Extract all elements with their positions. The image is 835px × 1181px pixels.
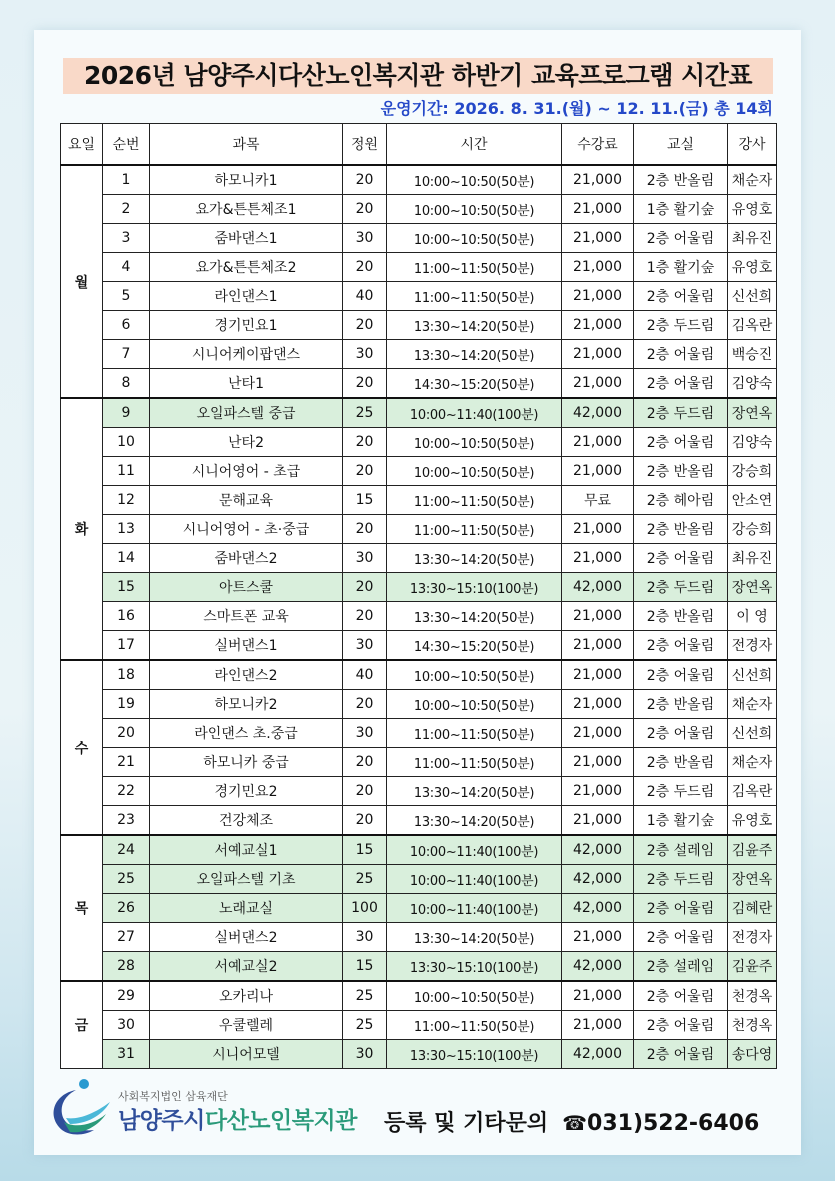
number-cell: 27 xyxy=(103,923,150,952)
teacher-cell: 최유진 xyxy=(728,544,777,573)
fee-cell: 42,000 xyxy=(562,894,634,923)
day-group xyxy=(61,165,777,398)
number-cell: 15 xyxy=(103,573,150,602)
fee-cell: 21,000 xyxy=(562,981,634,1011)
teacher-cell: 송다영 xyxy=(728,1040,777,1069)
organization-name xyxy=(118,1102,357,1135)
day-cell: 목 xyxy=(61,835,103,981)
capacity-cell: 30 xyxy=(343,923,387,952)
table-row xyxy=(61,1040,777,1069)
fee-cell: 21,000 xyxy=(562,806,634,836)
fee-cell: 무료 xyxy=(562,486,634,515)
fee-cell: 21,000 xyxy=(562,923,634,952)
room-cell: 2층 어울림 xyxy=(634,282,728,311)
subject-cell: 우쿨렐레 xyxy=(150,1011,343,1040)
time-cell: 10:00~11:40(100분) xyxy=(387,398,562,428)
room-cell: 2층 어울림 xyxy=(634,224,728,253)
teacher-cell: 백승진 xyxy=(728,340,777,369)
time-cell: 14:30~15:20(50분) xyxy=(387,631,562,661)
subject-cell: 건강체조 xyxy=(150,806,343,836)
number-cell: 18 xyxy=(103,660,150,690)
room-cell: 2층 반올림 xyxy=(634,602,728,631)
day-group xyxy=(61,981,777,1069)
teacher-cell: 이 영 xyxy=(728,602,777,631)
schedule-table xyxy=(60,123,777,1069)
day-cell: 금 xyxy=(61,981,103,1069)
fee-cell: 21,000 xyxy=(562,224,634,253)
number-cell: 22 xyxy=(103,777,150,806)
fee-cell: 21,000 xyxy=(562,282,634,311)
capacity-cell: 30 xyxy=(343,1040,387,1069)
time-cell: 11:00~11:50(50분) xyxy=(387,748,562,777)
table-row xyxy=(61,748,777,777)
time-cell: 10:00~10:50(50분) xyxy=(387,690,562,719)
subject-cell: 시니어영어 - 초·중급 xyxy=(150,515,343,544)
teacher-cell: 유영호 xyxy=(728,253,777,282)
number-cell: 24 xyxy=(103,835,150,865)
subject-cell: 라인댄스1 xyxy=(150,282,343,311)
fee-cell: 21,000 xyxy=(562,1011,634,1040)
time-cell: 13:30~14:20(50분) xyxy=(387,340,562,369)
teacher-cell: 안소연 xyxy=(728,486,777,515)
day-group xyxy=(61,835,777,981)
time-cell: 10:00~10:50(50분) xyxy=(387,428,562,457)
column-header: 시간 xyxy=(387,124,562,166)
capacity-cell: 20 xyxy=(343,428,387,457)
subject-cell: 하모니카 중급 xyxy=(150,748,343,777)
capacity-cell: 20 xyxy=(343,690,387,719)
time-cell: 10:00~10:50(50분) xyxy=(387,457,562,486)
teacher-cell: 유영호 xyxy=(728,195,777,224)
fee-cell: 42,000 xyxy=(562,865,634,894)
table-row xyxy=(61,340,777,369)
room-cell: 2층 반올림 xyxy=(634,457,728,486)
fee-cell: 21,000 xyxy=(562,428,634,457)
page-title: 2026년 남양주시다산노인복지관 하반기 교육프로그램 시간표 xyxy=(63,58,773,94)
column-header: 과목 xyxy=(150,124,343,166)
fee-cell: 21,000 xyxy=(562,719,634,748)
time-cell: 10:00~11:40(100분) xyxy=(387,835,562,865)
capacity-cell: 20 xyxy=(343,457,387,486)
capacity-cell: 30 xyxy=(343,719,387,748)
column-header: 교실 xyxy=(634,124,728,166)
subject-cell: 시니어케이팝댄스 xyxy=(150,340,343,369)
teacher-cell: 신선희 xyxy=(728,660,777,690)
teacher-cell: 김양숙 xyxy=(728,369,777,399)
time-cell: 13:30~15:10(100분) xyxy=(387,573,562,602)
teacher-cell: 채순자 xyxy=(728,690,777,719)
subject-cell: 라인댄스2 xyxy=(150,660,343,690)
teacher-cell: 천경옥 xyxy=(728,981,777,1011)
teacher-cell: 장연옥 xyxy=(728,865,777,894)
teacher-cell: 채순자 xyxy=(728,165,777,195)
fee-cell: 21,000 xyxy=(562,602,634,631)
table-row xyxy=(61,573,777,602)
capacity-cell: 20 xyxy=(343,602,387,631)
room-cell: 2층 어울림 xyxy=(634,1011,728,1040)
teacher-cell: 신선희 xyxy=(728,719,777,748)
time-cell: 13:30~14:20(50분) xyxy=(387,806,562,836)
room-cell: 2층 어울림 xyxy=(634,340,728,369)
fee-cell: 42,000 xyxy=(562,952,634,982)
column-header: 정원 xyxy=(343,124,387,166)
subject-cell: 줌바댄스1 xyxy=(150,224,343,253)
foundation-name: 사회복지법인 삼육재단 xyxy=(118,1090,228,1103)
number-cell: 6 xyxy=(103,311,150,340)
room-cell: 1층 활기숲 xyxy=(634,806,728,836)
teacher-cell: 전경자 xyxy=(728,631,777,661)
capacity-cell: 25 xyxy=(343,1011,387,1040)
room-cell: 2층 어울림 xyxy=(634,369,728,399)
table-row xyxy=(61,195,777,224)
table-row xyxy=(61,515,777,544)
room-cell: 1층 활기숲 xyxy=(634,195,728,224)
time-cell: 11:00~11:50(50분) xyxy=(387,486,562,515)
capacity-cell: 30 xyxy=(343,224,387,253)
table-row xyxy=(61,602,777,631)
room-cell: 2층 어울림 xyxy=(634,631,728,661)
fee-cell: 21,000 xyxy=(562,457,634,486)
room-cell: 2층 반올림 xyxy=(634,690,728,719)
fee-cell: 21,000 xyxy=(562,748,634,777)
table-row xyxy=(61,690,777,719)
table-row xyxy=(61,660,777,690)
table-row xyxy=(61,486,777,515)
capacity-cell: 25 xyxy=(343,865,387,894)
subject-cell: 하모니카2 xyxy=(150,690,343,719)
time-cell: 10:00~10:50(50분) xyxy=(387,195,562,224)
capacity-cell: 40 xyxy=(343,282,387,311)
org-name-center: 다산노인복지관 xyxy=(204,1108,357,1134)
table-row xyxy=(61,369,777,399)
room-cell: 2층 어울림 xyxy=(634,428,728,457)
table-row xyxy=(61,457,777,486)
column-header: 요일 xyxy=(61,124,103,166)
table-row xyxy=(61,952,777,982)
room-cell: 2층 설레임 xyxy=(634,952,728,982)
capacity-cell: 20 xyxy=(343,515,387,544)
time-cell: 13:30~15:10(100분) xyxy=(387,1040,562,1069)
subject-cell: 난타1 xyxy=(150,369,343,399)
fee-cell: 42,000 xyxy=(562,573,634,602)
room-cell: 2층 어울림 xyxy=(634,1040,728,1069)
number-cell: 5 xyxy=(103,282,150,311)
fee-cell: 42,000 xyxy=(562,1040,634,1069)
time-cell: 13:30~15:10(100분) xyxy=(387,952,562,982)
room-cell: 2층 반올림 xyxy=(634,748,728,777)
number-cell: 14 xyxy=(103,544,150,573)
teacher-cell: 강승희 xyxy=(728,457,777,486)
org-name-city: 남양주시 xyxy=(118,1108,205,1134)
capacity-cell: 15 xyxy=(343,952,387,982)
table-row xyxy=(61,253,777,282)
number-cell: 28 xyxy=(103,952,150,982)
room-cell: 2층 설레임 xyxy=(634,835,728,865)
time-cell: 13:30~14:20(50분) xyxy=(387,777,562,806)
number-cell: 25 xyxy=(103,865,150,894)
subject-cell: 경기민요1 xyxy=(150,311,343,340)
table-row xyxy=(61,719,777,748)
capacity-cell: 20 xyxy=(343,806,387,836)
table-row xyxy=(61,165,777,195)
table-row xyxy=(61,894,777,923)
subject-cell: 줌바댄스2 xyxy=(150,544,343,573)
table-row xyxy=(61,282,777,311)
subject-cell: 아트스쿨 xyxy=(150,573,343,602)
table-row xyxy=(61,311,777,340)
column-header: 강사 xyxy=(728,124,777,166)
fee-cell: 21,000 xyxy=(562,515,634,544)
teacher-cell: 장연옥 xyxy=(728,573,777,602)
table-row xyxy=(61,1011,777,1040)
time-cell: 11:00~11:50(50분) xyxy=(387,719,562,748)
capacity-cell: 40 xyxy=(343,660,387,690)
teacher-cell: 천경옥 xyxy=(728,1011,777,1040)
column-header: 순번 xyxy=(103,124,150,166)
number-cell: 11 xyxy=(103,457,150,486)
table-row xyxy=(61,224,777,253)
fee-cell: 21,000 xyxy=(562,195,634,224)
subject-cell: 시니어모델 xyxy=(150,1040,343,1069)
subject-cell: 서예교실1 xyxy=(150,835,343,865)
table-row xyxy=(61,806,777,836)
table-row xyxy=(61,428,777,457)
day-cell: 수 xyxy=(61,660,103,835)
subject-cell: 서예교실2 xyxy=(150,952,343,982)
subject-cell: 실버댄스2 xyxy=(150,923,343,952)
fee-cell: 21,000 xyxy=(562,544,634,573)
capacity-cell: 30 xyxy=(343,544,387,573)
header-row xyxy=(61,124,777,166)
capacity-cell: 30 xyxy=(343,340,387,369)
time-cell: 11:00~11:50(50분) xyxy=(387,282,562,311)
subject-cell: 오일파스텔 기초 xyxy=(150,865,343,894)
fee-cell: 21,000 xyxy=(562,777,634,806)
column-header: 수강료 xyxy=(562,124,634,166)
subject-cell: 시니어영어 - 초급 xyxy=(150,457,343,486)
capacity-cell: 20 xyxy=(343,369,387,399)
fee-cell: 21,000 xyxy=(562,311,634,340)
fee-cell: 21,000 xyxy=(562,253,634,282)
day-cell: 월 xyxy=(61,165,103,398)
number-cell: 3 xyxy=(103,224,150,253)
subject-cell: 난타2 xyxy=(150,428,343,457)
subject-cell: 실버댄스1 xyxy=(150,631,343,661)
room-cell: 2층 두드림 xyxy=(634,311,728,340)
subject-cell: 문해교육 xyxy=(150,486,343,515)
number-cell: 7 xyxy=(103,340,150,369)
number-cell: 16 xyxy=(103,602,150,631)
time-cell: 13:30~14:20(50분) xyxy=(387,923,562,952)
number-cell: 2 xyxy=(103,195,150,224)
number-cell: 12 xyxy=(103,486,150,515)
number-cell: 4 xyxy=(103,253,150,282)
number-cell: 8 xyxy=(103,369,150,399)
teacher-cell: 장연옥 xyxy=(728,398,777,428)
time-cell: 13:30~14:20(50분) xyxy=(387,544,562,573)
number-cell: 13 xyxy=(103,515,150,544)
time-cell: 10:00~10:50(50분) xyxy=(387,165,562,195)
subject-cell: 라인댄스 초.중급 xyxy=(150,719,343,748)
day-group xyxy=(61,398,777,660)
subject-cell: 요가&튼튼체조1 xyxy=(150,195,343,224)
capacity-cell: 100 xyxy=(343,894,387,923)
number-cell: 9 xyxy=(103,398,150,428)
table-row xyxy=(61,544,777,573)
footer xyxy=(40,1072,780,1142)
capacity-cell: 15 xyxy=(343,486,387,515)
fee-cell: 42,000 xyxy=(562,835,634,865)
day-group xyxy=(61,660,777,835)
number-cell: 19 xyxy=(103,690,150,719)
foundation-logo-icon xyxy=(40,1076,116,1140)
contact-label: 등록 및 기타문의 xyxy=(384,1111,549,1136)
teacher-cell: 채순자 xyxy=(728,748,777,777)
number-cell: 17 xyxy=(103,631,150,661)
capacity-cell: 20 xyxy=(343,165,387,195)
time-cell: 13:30~14:20(50분) xyxy=(387,602,562,631)
room-cell: 2층 두드림 xyxy=(634,573,728,602)
capacity-cell: 20 xyxy=(343,573,387,602)
capacity-cell: 25 xyxy=(343,981,387,1011)
table-row xyxy=(61,835,777,865)
teacher-cell: 김윤주 xyxy=(728,952,777,982)
subject-cell: 오일파스텔 중급 xyxy=(150,398,343,428)
room-cell: 2층 어울림 xyxy=(634,719,728,748)
teacher-cell: 김양숙 xyxy=(728,428,777,457)
time-cell: 10:00~10:50(50분) xyxy=(387,224,562,253)
room-cell: 2층 어울림 xyxy=(634,544,728,573)
number-cell: 10 xyxy=(103,428,150,457)
number-cell: 26 xyxy=(103,894,150,923)
number-cell: 23 xyxy=(103,806,150,836)
teacher-cell: 김옥란 xyxy=(728,777,777,806)
fee-cell: 21,000 xyxy=(562,340,634,369)
number-cell: 20 xyxy=(103,719,150,748)
capacity-cell: 20 xyxy=(343,253,387,282)
capacity-cell: 30 xyxy=(343,631,387,661)
room-cell: 2층 어울림 xyxy=(634,923,728,952)
period-subtitle: 운영기간: 2026. 8. 31.(월) ~ 12. 11.(금) 총 14회 xyxy=(380,99,773,118)
capacity-cell: 15 xyxy=(343,835,387,865)
capacity-cell: 25 xyxy=(343,398,387,428)
time-cell: 11:00~11:50(50분) xyxy=(387,1011,562,1040)
time-cell: 10:00~11:40(100분) xyxy=(387,894,562,923)
subject-cell: 노래교실 xyxy=(150,894,343,923)
number-cell: 21 xyxy=(103,748,150,777)
subject-cell: 경기민요2 xyxy=(150,777,343,806)
capacity-cell: 20 xyxy=(343,777,387,806)
room-cell: 2층 헤아림 xyxy=(634,486,728,515)
teacher-cell: 신선희 xyxy=(728,282,777,311)
teacher-cell: 김혜란 xyxy=(728,894,777,923)
room-cell: 2층 어울림 xyxy=(634,894,728,923)
table-row xyxy=(61,923,777,952)
fee-cell: 21,000 xyxy=(562,660,634,690)
subject-cell: 하모니카1 xyxy=(150,165,343,195)
room-cell: 2층 반올림 xyxy=(634,165,728,195)
phone-number: 031)522-6406 xyxy=(587,1111,760,1136)
time-cell: 11:00~11:50(50분) xyxy=(387,253,562,282)
teacher-cell: 유영호 xyxy=(728,806,777,836)
teacher-cell: 강승희 xyxy=(728,515,777,544)
room-cell: 2층 두드림 xyxy=(634,398,728,428)
time-cell: 10:00~10:50(50분) xyxy=(387,660,562,690)
time-cell: 11:00~11:50(50분) xyxy=(387,515,562,544)
table-row xyxy=(61,631,777,661)
time-cell: 10:00~11:40(100분) xyxy=(387,865,562,894)
teacher-cell: 전경자 xyxy=(728,923,777,952)
subject-cell: 스마트폰 교육 xyxy=(150,602,343,631)
fee-cell: 21,000 xyxy=(562,690,634,719)
phone-icon: ☎ xyxy=(562,1111,588,1135)
day-cell: 화 xyxy=(61,398,103,660)
teacher-cell: 최유진 xyxy=(728,224,777,253)
contact-info xyxy=(384,1106,759,1137)
table-row xyxy=(61,865,777,894)
capacity-cell: 20 xyxy=(343,748,387,777)
room-cell: 2층 두드림 xyxy=(634,777,728,806)
subject-cell: 요가&튼튼체조2 xyxy=(150,253,343,282)
number-cell: 30 xyxy=(103,1011,150,1040)
time-cell: 10:00~10:50(50분) xyxy=(387,981,562,1011)
number-cell: 1 xyxy=(103,165,150,195)
room-cell: 2층 어울림 xyxy=(634,660,728,690)
fee-cell: 21,000 xyxy=(562,369,634,399)
fee-cell: 21,000 xyxy=(562,165,634,195)
teacher-cell: 김옥란 xyxy=(728,311,777,340)
room-cell: 2층 반올림 xyxy=(634,515,728,544)
table-row xyxy=(61,777,777,806)
fee-cell: 42,000 xyxy=(562,398,634,428)
number-cell: 31 xyxy=(103,1040,150,1069)
number-cell: 29 xyxy=(103,981,150,1011)
table-row xyxy=(61,398,777,428)
room-cell: 2층 두드림 xyxy=(634,865,728,894)
table-row xyxy=(61,981,777,1011)
subject-cell: 오카리나 xyxy=(150,981,343,1011)
time-cell: 14:30~15:20(50분) xyxy=(387,369,562,399)
teacher-cell: 김윤주 xyxy=(728,835,777,865)
capacity-cell: 20 xyxy=(343,311,387,340)
fee-cell: 21,000 xyxy=(562,631,634,661)
time-cell: 13:30~14:20(50분) xyxy=(387,311,562,340)
room-cell: 2층 어울림 xyxy=(634,981,728,1011)
room-cell: 1층 활기숲 xyxy=(634,253,728,282)
capacity-cell: 20 xyxy=(343,195,387,224)
